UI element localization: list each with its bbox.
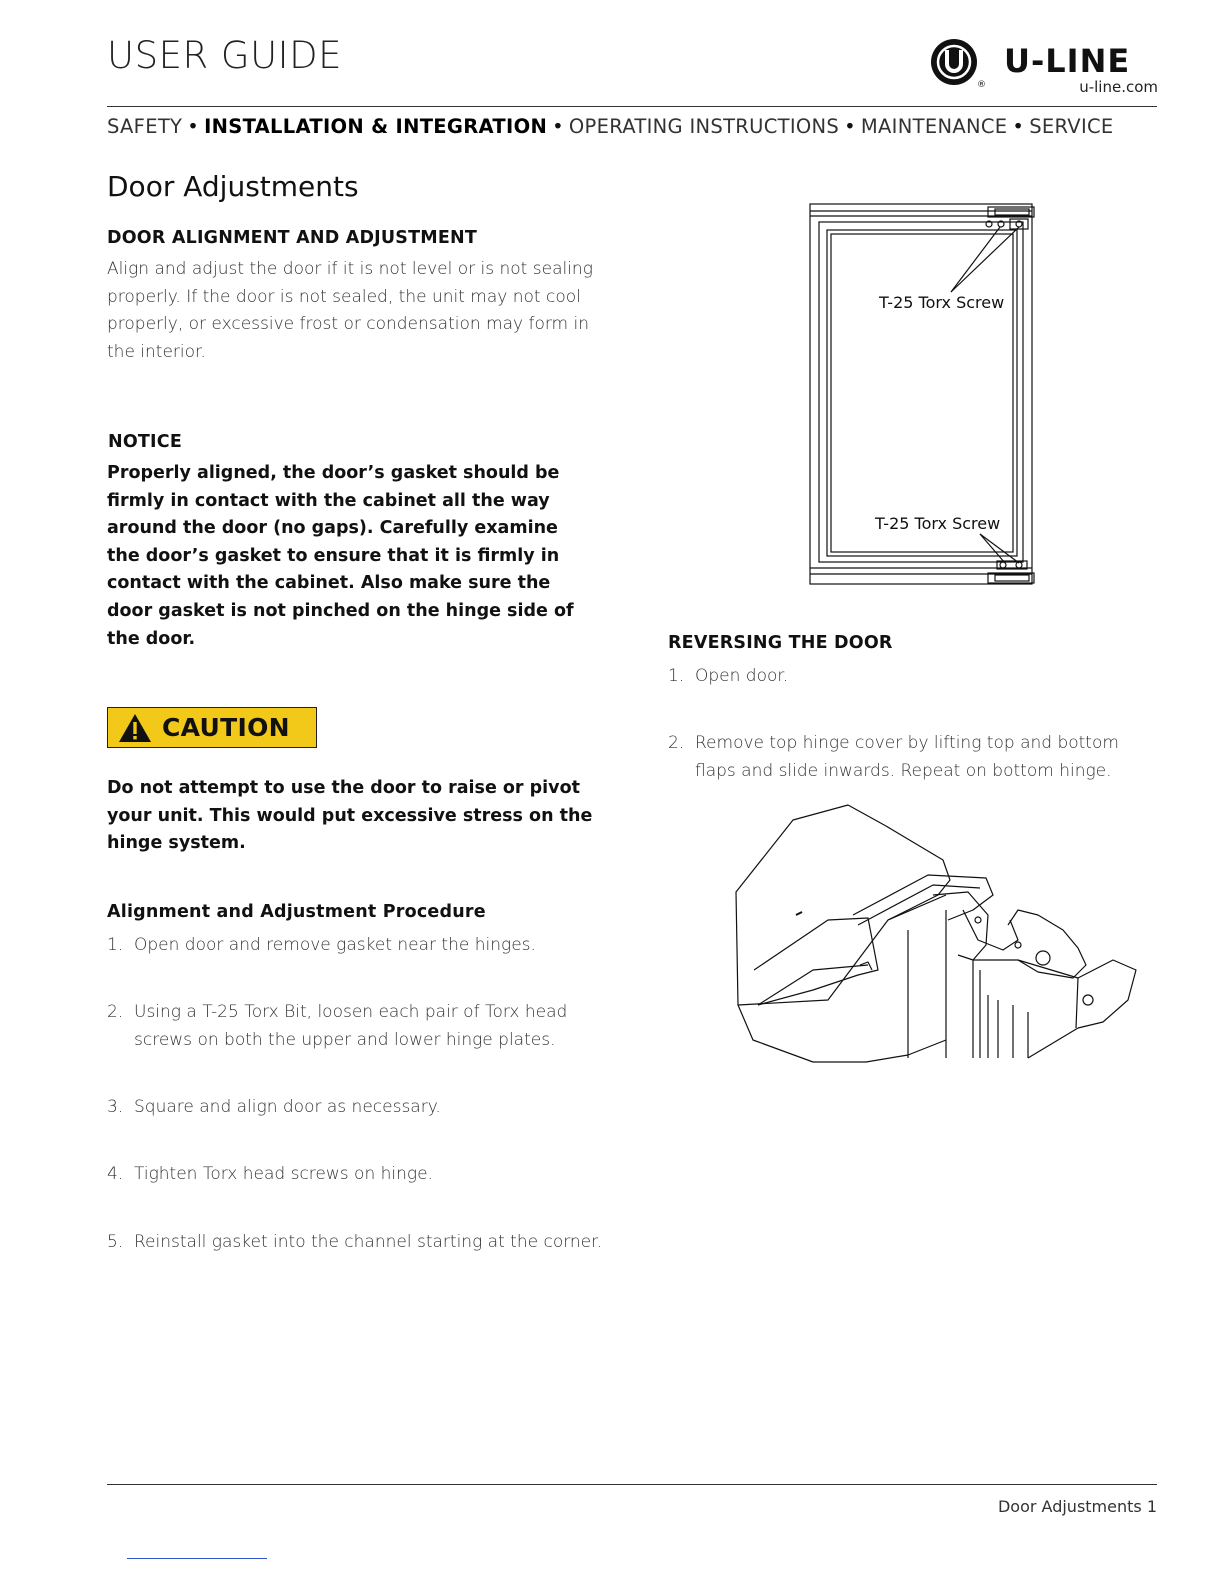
footer-divider <box>107 1484 1157 1485</box>
nav-item-installation[interactable]: INSTALLATION & INTEGRATION <box>204 115 548 138</box>
nav-separator: • <box>844 115 856 138</box>
step-number: 1. <box>668 666 685 686</box>
door-front-diagram <box>805 200 1040 590</box>
page-number: Door Adjustments 1 <box>997 1497 1157 1516</box>
step-text: Open door and remove gasket near the hinges. <box>134 935 536 955</box>
step-number: 2. <box>107 1002 124 1022</box>
step-number: 3. <box>107 1097 124 1117</box>
nav-item-service[interactable]: SERVICE <box>1029 115 1114 138</box>
nav-item-operating[interactable]: OPERATING INSTRUCTIONS <box>568 115 840 138</box>
torx-screw-label-top: T-25 Torx Screw <box>879 293 1005 312</box>
procedure-step <box>107 1093 602 1121</box>
step-text: Open door. <box>695 666 789 686</box>
procedure-step <box>107 931 602 959</box>
website-url[interactable]: u-line.com <box>1079 78 1158 96</box>
registered-mark: ® <box>977 80 986 90</box>
step-number: 1. <box>107 935 124 955</box>
section-nav <box>107 115 1159 138</box>
reversing-heading: REVERSING THE DOOR <box>668 633 893 653</box>
notice-text: Properly aligned, the door’s gasket should be firmly in contact with the cabinet all the way around the door (no gaps). Carefully examine the door’s gasket to ensure that it is firmly in contact with the cabinet. Also make sure the door gasket is not pinched on the hinge side of the door. <box>107 463 574 649</box>
step-text: Using a T-25 Torx Bit, loosen each pair of Torx head screws on both the upper and lower hinge plates. <box>134 1002 568 1050</box>
procedure-step <box>107 1228 617 1256</box>
procedure-step <box>107 1160 602 1188</box>
step-text: Reinstall gasket into the channel starting at the corner. <box>134 1232 602 1252</box>
nav-item-safety[interactable]: SAFETY <box>107 115 183 138</box>
warning-triangle-icon <box>118 713 152 743</box>
step-text: Remove top hinge cover by lifting top and bottom flaps and slide inwards. Repeat on bottom hinge. <box>695 733 1119 781</box>
step-text: Tighten Torx head screws on hinge. <box>134 1164 433 1184</box>
nav-separator: • <box>552 115 564 138</box>
step-number: 2. <box>668 733 685 753</box>
torx-screw-label-bottom: T-25 Torx Screw <box>875 514 1001 533</box>
caution-text: Do not attempt to use the door to raise or pivot your unit. This would put excessive stress on the hinge system. <box>107 778 593 854</box>
step-number: 4. <box>107 1164 124 1184</box>
alignment-heading: DOOR ALIGNMENT AND ADJUSTMENT <box>107 228 478 248</box>
nav-separator: • <box>1012 115 1025 138</box>
caution-label: CAUTION <box>162 713 290 742</box>
procedure-heading: Alignment and Adjustment Procedure <box>107 902 486 922</box>
document-title: USER GUIDE <box>107 34 342 77</box>
brand-wordmark: U-LINE <box>1004 42 1131 80</box>
nav-separator: • <box>187 115 200 138</box>
hinge-cover-illustration <box>718 800 1143 1068</box>
step-text: Square and align door as necessary. <box>134 1097 441 1117</box>
header-divider <box>107 106 1157 107</box>
procedure-step <box>107 998 585 1054</box>
nav-item-maintenance[interactable]: MAINTENANCE <box>860 115 1008 138</box>
reversing-step <box>668 662 1158 690</box>
footer-link-underline <box>127 1558 267 1559</box>
section-title: Door Adjustments <box>107 170 359 203</box>
notice-heading: NOTICE <box>108 432 182 452</box>
alignment-intro: Align and adjust the door if it is not level or is not sealing properly. If the door is not sealed, the unit may not cool properly, or excessive frost or condensation may form in the interior. <box>107 259 593 362</box>
reversing-step <box>668 729 1160 785</box>
caution-badge <box>107 707 317 748</box>
step-number: 5. <box>107 1232 124 1252</box>
